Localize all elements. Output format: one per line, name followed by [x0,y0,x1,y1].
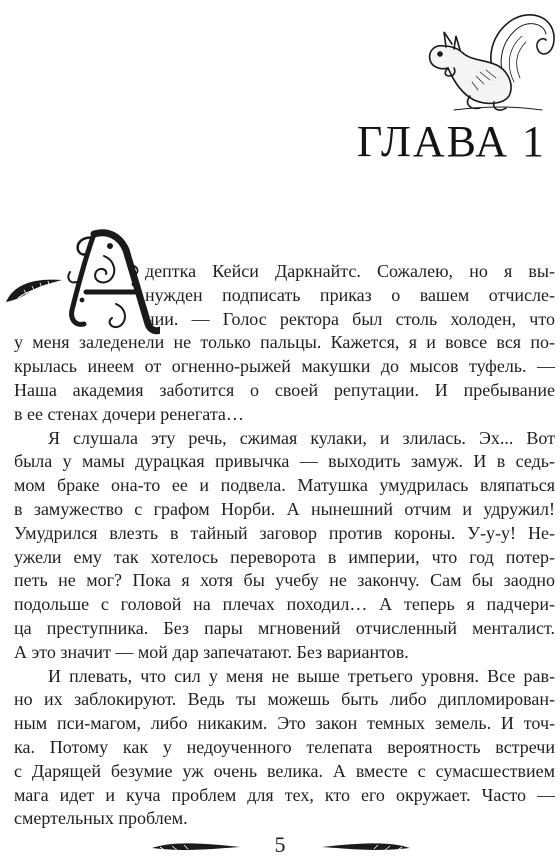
paragraph-1 [14,260,555,427]
text-line: но их заблокируют. Ведь ты можешь быть либо дипломирован- [14,689,555,710]
text-line: Наша академия заботится о своей репутации. И пребывание [14,379,555,400]
page-number: 5 [274,832,286,857]
feather-ornament-icon [320,838,412,856]
paragraph-3 [14,665,555,832]
text-line: нии. — Голос ректора был столь холоден, что [145,308,555,329]
chapter-title: ГЛАВА 1 [356,117,546,166]
text-line: А это значит — мой дар запечатают. Без вариантов. [14,641,409,662]
squirrel-illustration [414,6,556,114]
text-line: в замужество с графом Норби. А нынешний отчим и удружил! [14,498,555,519]
text-line: смертельных проблем. [14,808,188,829]
text-line: дептка Кейси Даркнайтс. Сожалею, но я вы- [145,261,555,281]
text-line: подольше с головой на плечах походил… А теперь я падчери- [14,594,555,615]
text-line: нужден подписать приказ о вашем отчисле- [145,284,555,305]
text-line: мом браке она-то ее и подвела. Матушка умудрилась вляпаться [14,475,555,496]
text-line: И плевать, что сил у меня не выше третьего уровня. Все рав- [48,665,555,686]
text-line: Умудрился влезть в тайный заговор против короны. У-у-у! Не- [14,522,555,543]
text-line: крылась инеем от огненно-рыжей макушки до мысов туфель. — [14,356,555,377]
text-line: у меня заледенели не только пальцы. Кажется, я и вовсе вся по- [14,332,555,353]
body-text [14,260,555,831]
feather-ornament-icon [150,838,242,856]
paragraph-2 [14,427,555,665]
text-line: мага идет и куча проблем для тех, кто его окружает. Часто — [14,784,555,805]
text-line: ка. Потому как у недоученного телепата вероятность встречи [14,736,555,757]
text-line: в ее стенах дочери ренегата… [14,403,244,424]
text-line: ным пси-магом, либо никаким. Это закон темных земель. И точ- [14,713,555,734]
text-line: была у мамы дурацкая привычка — выходить замуж. И в седь- [14,451,555,472]
text-line: петь не мог? Пока я хотя бы учебу не закончу. Сам бы заодно [14,570,555,591]
text-line: с Дарящей безумие уж очень велика. А вместе с сумасшествием [14,760,555,781]
text-line: ца преступника. Без пары мгновений отчисленный менталист. [14,617,555,638]
text-line: ужели ему так хотелось переворота в империи, что год потер- [14,546,555,567]
text-line: Я слушала эту речь, сжимая кулаки, и злилась. Эх... Вот [48,427,555,448]
